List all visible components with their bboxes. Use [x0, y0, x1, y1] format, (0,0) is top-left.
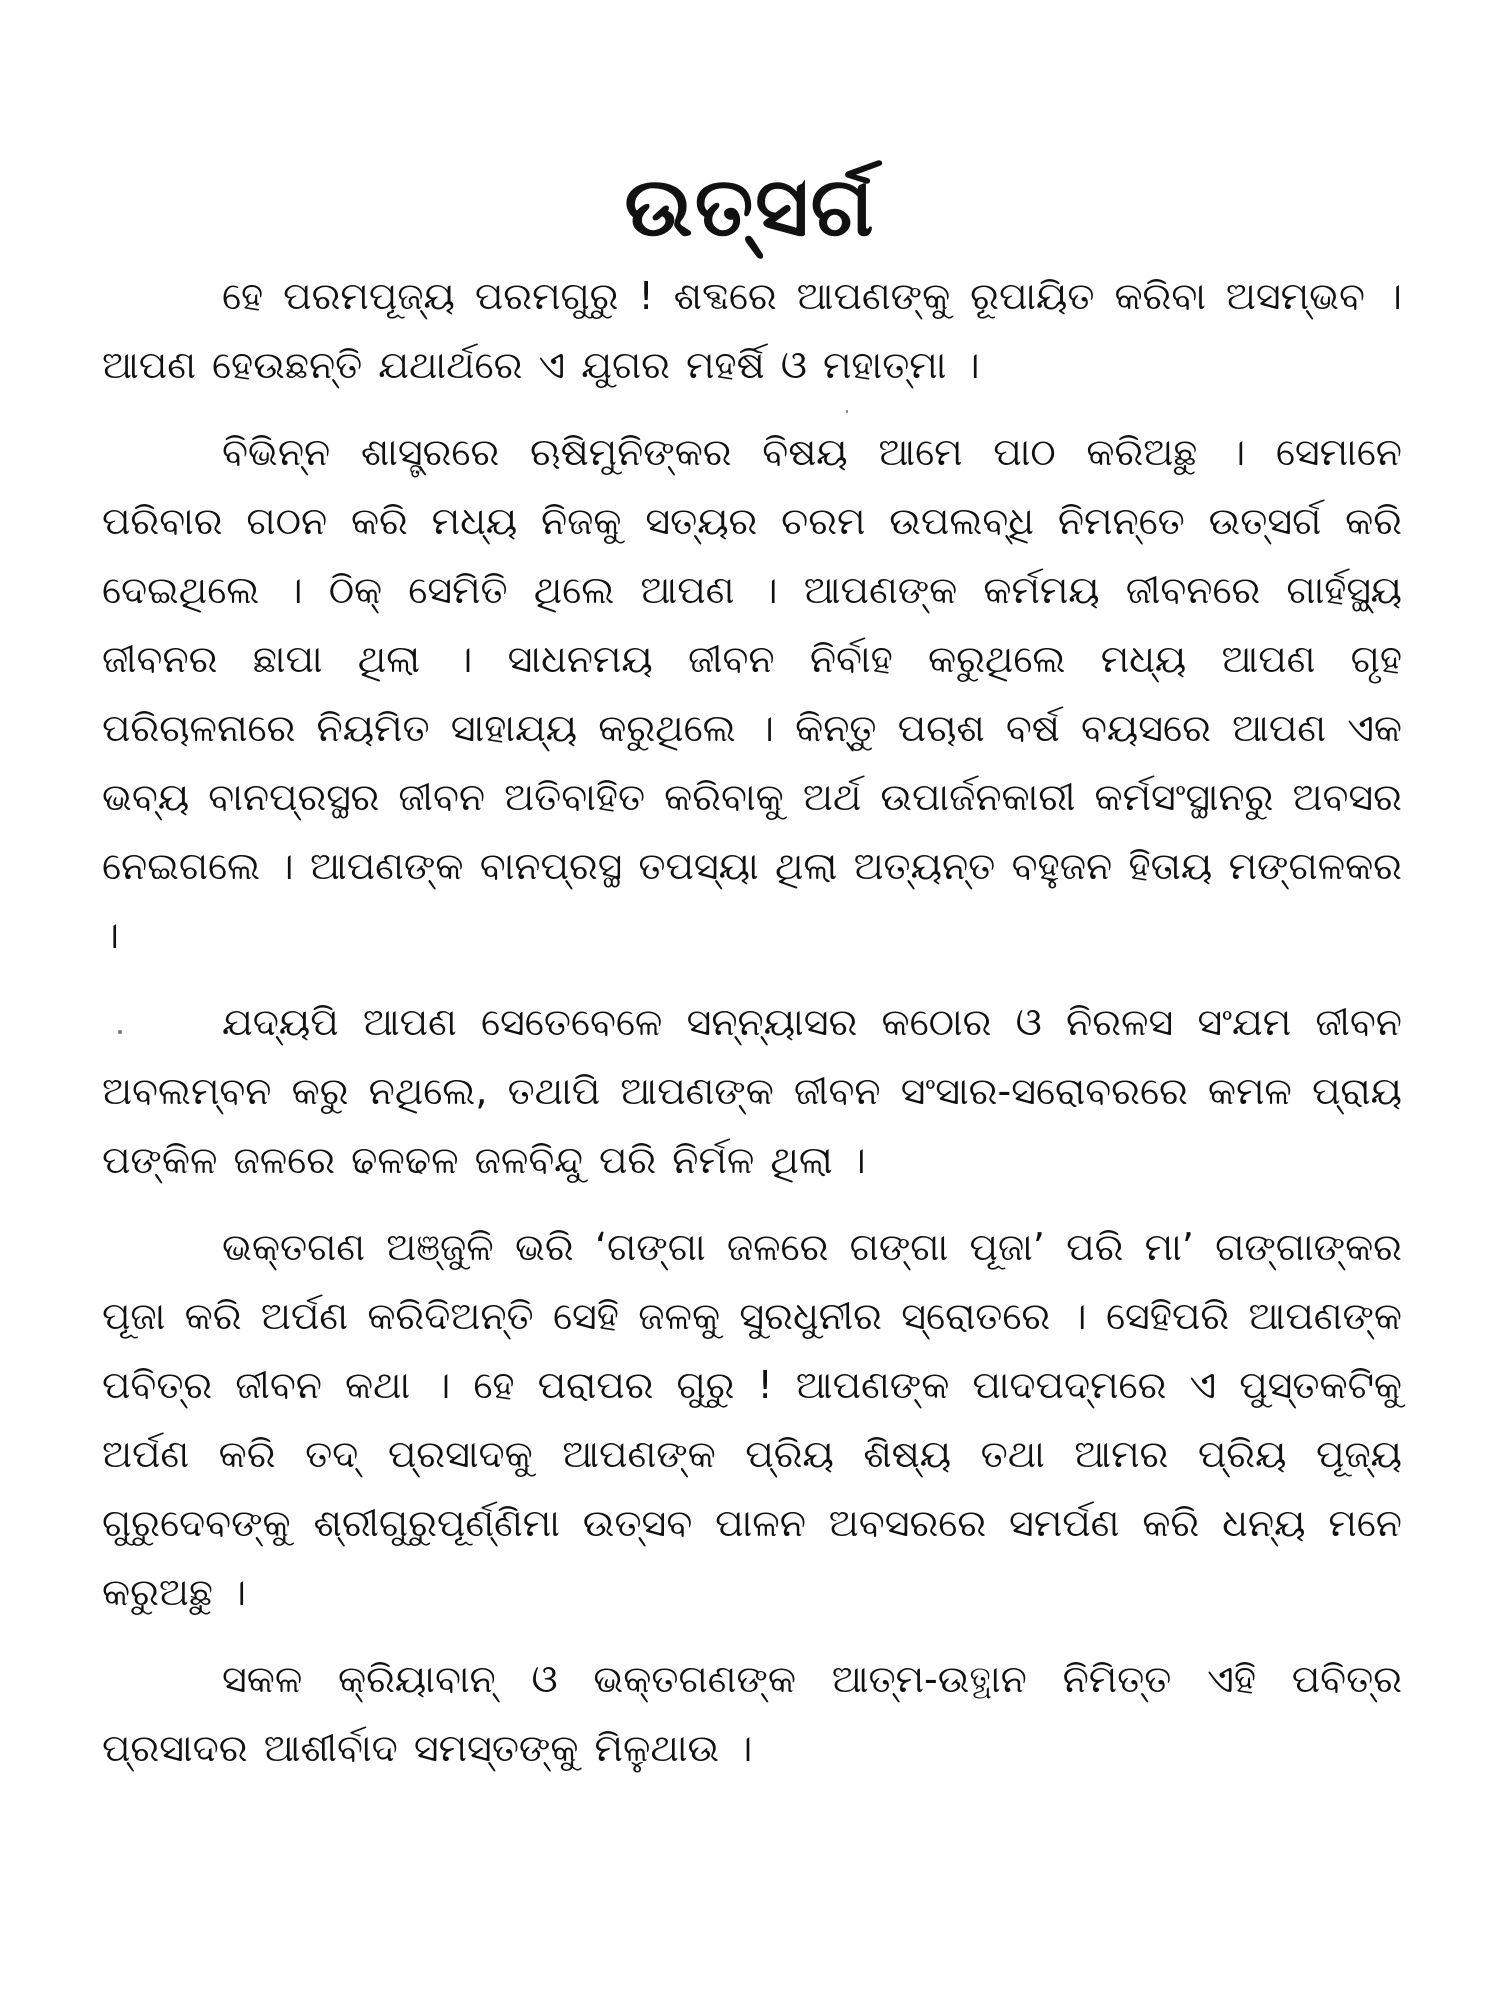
paragraph-1: ହେ ପରମପୂଜ୍ୟ ପରମଗୁରୁ ! ଶବ୍ଦରେ ଆପଣଙ୍କୁ ରୂପାୟିତ କରିବା ଅସମ୍ଭବ । ଆପଣ ହେଉଛନ୍ତି ଯଥାର୍ଥରେ ଏ ଯୁଗର ମହର୍ଷି ଓ ମହାତ୍ମା ।	[102, 274, 1402, 387]
scan-speck	[846, 410, 848, 413]
dedication-body	[102, 262, 1402, 1801]
paragraph-5: ସକଳ କ୍ରିୟାବାନ୍ ଓ ଭକ୍ତଗଣଙ୍କ ଆତ୍ମ-ଉତ୍ଥାନ ନିମିତ୍ତ ଏହି ପବିତ୍ର ପ୍ରସାଦର ଆଶୀର୍ବାଦ ସମସ୍ତଙ୍କୁ ମିଳୁଥାଉ ।	[102, 1657, 1402, 1770]
paragraph-4: ଭକ୍ତଗଣ ଅଞ୍ଜୁଳି ଭରି ‘ଗଙ୍ଗା ଜଳରେ ଗଙ୍ଗା ପୂଜା’ ପରି ମା’ ଗଙ୍ଗାଙ୍କର ପୂଜା କରି ଅର୍ପଣ କରିଦିଅନ୍ତି ସେହି ଜଳକୁ ସୁରଧୁନୀର ସ୍ରୋତରେ । ସେହିପରି ଆପଣଙ୍କ ପବିତ୍ର ଜୀବନ କଥା । ହେ ପରାପର ଗୁରୁ ! ଆପଣଙ୍କ ପାଦପଦ୍ମରେ ଏ ପୁସ୍ତକଟିକୁ ଅର୍ପଣ କରି ତଦ୍ ପ୍ରସାଦକୁ ଆପଣଙ୍କ ପ୍ରିୟ ଶିଷ୍ୟ ତଥା ଆମର ପ୍ରିୟ ପୂଜ୍ୟ ଗୁରୁଦେବଙ୍କୁ ଶ୍ରୀଗୁରୁପୂର୍ଣ୍ଣିମା ଉତ୍ସବ ପାଳନ ଅବସରରେ ସମର୍ପଣ କରି ଧନ୍ୟ ମନେ କରୁଅଛୁ ।	[102, 1225, 1402, 1614]
scan-speck	[118, 1030, 122, 1034]
paragraph-3: ଯଦ୍ୟପି ଆପଣ ସେତେବେଳେ ସନ୍ନ୍ୟାସର କଠୋର ଓ ନିରଳସ ସଂଯମ ଜୀବନ ଅବଲମ୍ବନ କରୁ ନଥିଲେ, ତଥାପି ଆପଣଙ୍କ ଜୀବନ ସଂସାର-ସରୋବରରେ କମଳ ପ୍ରାୟ ପଙ୍କିଳ ଜଳରେ ଢଳଢଳ ଜଳବିନ୍ଦୁ ପରି ନିର୍ମଳ ଥିଲା ।	[102, 1000, 1402, 1182]
page-title: ଉତ୍ସର୍ଗ	[624, 159, 876, 255]
paragraph-2: ବିଭିନ୍ନ ଶାସ୍ତ୍ରରେ ଋଷିମୁନିଙ୍କର ବିଷୟ ଆମେ ପାଠ କରିଅଛୁ । ସେମାନେ ପରିବାର ଗଠନ କରି ମଧ୍ୟ ନିଜକୁ ସତ୍ୟର ଚରମ ଉପଲବ୍ଧି ନିମନ୍ତେ ଉତ୍ସର୍ଗ କରି ଦେଇଥିଲେ । ଠିକ୍ ସେମିତି ଥିଲେ ଆପଣ । ଆପଣଙ୍କ କର୍ମମୟ ଜୀବନରେ ଗାର୍ହସ୍ଥ୍ୟ ଜୀବନର ଛାପା ଥିଲା । ସାଧନମୟ ଜୀବନ ନିର୍ବାହ କରୁଥିଲେ ମଧ୍ୟ ଆପଣ ଗୃହ ପରିଚାଳନାରେ ନିୟମିତ ସାହାଯ୍ୟ କରୁଥିଲେ । କିନ୍ତୁ ପଚାଶ ବର୍ଷ ବୟସରେ ଆପଣ ଏକ ଭବ୍ୟ ବାନପ୍ରସ୍ଥର ଜୀବନ ଅତିବାହିତ କରିବାକୁ ଅର୍ଥ ଉପାର୍ଜନକାରୀ କର୍ମସଂସ୍ଥାନରୁ ଅବସର ନେଇଗଲେ । ଆପଣଙ୍କ ବାନପ୍ରସ୍ଥ ତପସ୍ୟା ଥିଲା ଅତ୍ୟନ୍ତ ବହୁଜନ ହିତାୟ ମଙ୍ଗଳକର ।	[102, 430, 1402, 957]
